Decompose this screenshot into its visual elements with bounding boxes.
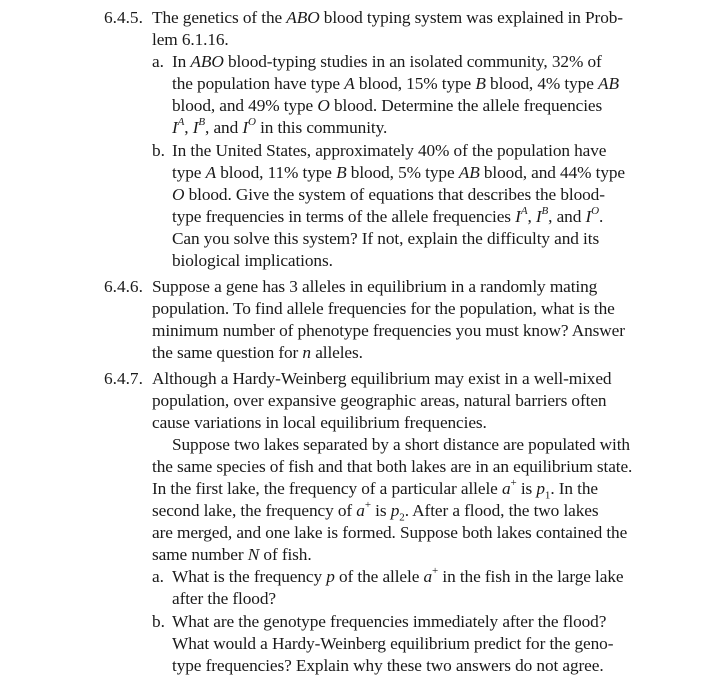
- part-text-line: In ABO blood-typing studies in an isolated community, 32% of: [172, 52, 602, 71]
- problem-text-line: same number N of fish.: [152, 545, 312, 564]
- part-label: b.: [152, 141, 165, 160]
- part-text-line: Can you solve this system? If not, explain the difficulty and its: [172, 229, 600, 248]
- problem-text-line: In the first lake, the frequency of a particular allele a+ is $p_1$. In the: [152, 477, 598, 502]
- problem-text-line: Suppose two lakes separated by a short distance are populated with: [172, 435, 630, 454]
- part-text-line: the population have type A blood, 15% type B blood, 4% type AB: [172, 74, 619, 93]
- part-text-line: after the flood?: [172, 589, 276, 608]
- problem-text-line: the same species of fish and that both lakes are in an equilibrium state.: [152, 457, 633, 476]
- problem-text-line: second lake, the frequency of a+ is $p_2$. After a flood, the two lakes: [152, 499, 599, 524]
- problem-text-line: The genetics of the ABO blood typing system was explained in Prob-: [152, 8, 623, 27]
- part-text-line: type frequencies in terms of the allele frequencies $I^A$, $I^B$, and $I^O$.: [172, 205, 604, 226]
- part-label: b.: [152, 612, 165, 631]
- problem-text-line: Although a Hardy-Weinberg equilibrium may exist in a well-mixed: [152, 369, 612, 388]
- problem-text-line: minimum number of phenotype frequencies you must know? Answer: [152, 321, 625, 340]
- part-label: a.: [152, 567, 164, 586]
- part-text-line: type frequencies? Explain why these two answers do not agree.: [172, 656, 604, 675]
- problem-text-line: population, over expansive geographic areas, natural barriers often: [152, 391, 607, 410]
- problem-text-line: population. To find allele frequencies for the population, what is the: [152, 299, 615, 318]
- part-text-line: $I^A$, $I^B$, and $I^O$ in this community.: [172, 116, 388, 137]
- problem-number: 6.4.6.: [104, 277, 143, 296]
- problem-text-line: cause variations in local equilibrium frequencies.: [152, 413, 487, 432]
- problem-text-line: Suppose a gene has 3 alleles in equilibrium in a randomly mating: [152, 277, 598, 296]
- problem-number: 6.4.5.: [104, 8, 143, 27]
- problem-text-line: the same question for n alleles.: [152, 343, 363, 362]
- part-text-line: biological implications.: [172, 251, 333, 270]
- part-text-line: O blood. Give the system of equations that describes the blood-: [172, 185, 605, 204]
- problem-text-line: lem 6.1.16.: [152, 30, 229, 49]
- part-text-line: In the United States, approximately 40% of the population have: [172, 141, 607, 160]
- part-text-line: What is the frequency p of the allele a+ in the fish in the large lake: [172, 565, 624, 586]
- part-text-line: type A blood, 11% type B blood, 5% type AB blood, and 44% type: [172, 163, 626, 182]
- part-text-line: What are the genotype frequencies immediately after the flood?: [172, 612, 607, 631]
- problem-number: 6.4.7.: [104, 369, 143, 388]
- problem-text-line: are merged, and one lake is formed. Suppose both lakes contained the: [152, 523, 628, 542]
- part-text-line: What would a Hardy-Weinberg equilibrium predict for the geno-: [172, 634, 614, 653]
- part-text-line: blood, and 49% type O blood. Determine the allele frequencies: [172, 96, 603, 115]
- part-label: a.: [152, 52, 164, 71]
